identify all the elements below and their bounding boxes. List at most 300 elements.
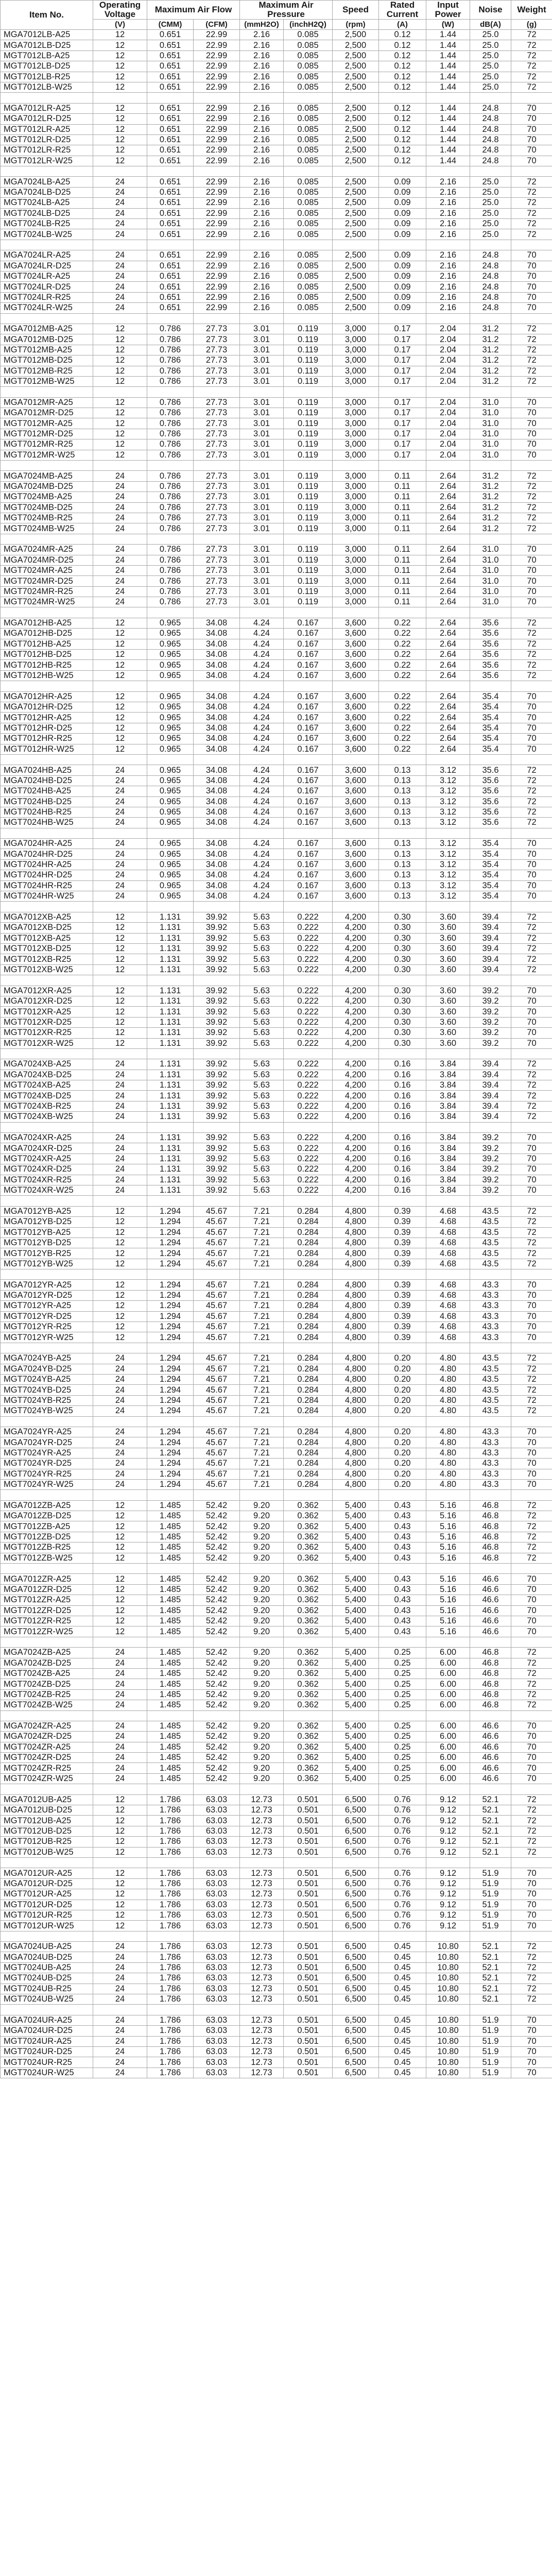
weight-cell: 70 (511, 450, 552, 460)
voltage-cell: 12 (93, 650, 147, 660)
model-prefix: MGT (4, 1164, 23, 1174)
table-row (1, 1900, 552, 1910)
model-code: 7024HB (23, 775, 54, 785)
speed-cell: 6,500 (333, 1962, 379, 1973)
cfm-cell: 22.99 (194, 72, 240, 82)
power-cell: 2.64 (426, 513, 470, 523)
noise-cell: 51.9 (470, 2047, 511, 2057)
cfm-cell: 63.03 (194, 1868, 240, 1878)
empty-cell (93, 461, 147, 471)
current-cell: 0.22 (379, 660, 426, 670)
weight-cell: 70 (511, 1574, 552, 1584)
model-cell (1, 1700, 93, 1710)
model-code: 7012YB (23, 1206, 54, 1216)
model-code: 7024UR (22, 2067, 54, 2077)
model-cell (1, 1984, 93, 1994)
model-code: 7024UR (22, 2057, 54, 2067)
model-cell (1, 408, 93, 418)
model-cell (1, 1448, 93, 1458)
model-suffix: -D25 (54, 1805, 72, 1815)
table-row (1, 355, 552, 366)
model-code: 7024HR (22, 870, 54, 880)
inchh2o-cell: 0.085 (284, 103, 333, 113)
current-cell: 0.45 (379, 1952, 426, 1962)
speed-cell: 2,500 (333, 187, 379, 197)
speed-cell: 6,500 (333, 1794, 379, 1805)
voltage-cell: 12 (93, 1322, 147, 1332)
empty-cell (1, 1122, 93, 1132)
noise-cell: 51.9 (470, 2057, 511, 2067)
cmm-cell: 1.786 (147, 2036, 194, 2046)
cmm-cell: 0.786 (147, 439, 194, 450)
model-prefix: MGA (4, 1658, 23, 1668)
voltage-cell: 12 (93, 1826, 147, 1836)
weight-cell: 72 (511, 923, 552, 933)
noise-cell: 24.8 (470, 156, 511, 166)
cmm-cell: 1.786 (147, 1921, 194, 1931)
empty-cell (470, 607, 511, 618)
power-cell: 2.64 (426, 523, 470, 534)
cfm-cell: 27.73 (194, 450, 240, 460)
empty-cell (470, 313, 511, 324)
model-cell (1, 492, 93, 502)
weight-cell: 70 (511, 586, 552, 597)
inchh2o-cell: 0.362 (284, 1648, 333, 1658)
model-cell (1, 1375, 93, 1385)
inchh2o-cell: 0.362 (284, 1584, 333, 1595)
speed-cell: 3,000 (333, 418, 379, 429)
cmm-cell: 1.786 (147, 1942, 194, 1952)
model-prefix: MGT (4, 1910, 23, 1920)
empty-cell (426, 313, 470, 324)
weight-cell: 72 (511, 807, 552, 817)
model-prefix: MGA (4, 1721, 23, 1731)
inchh2o-cell: 0.119 (284, 565, 333, 575)
power-cell: 4.80 (426, 1406, 470, 1416)
power-cell: 6.00 (426, 1648, 470, 1658)
current-cell: 0.17 (379, 355, 426, 366)
speed-cell: 2,500 (333, 282, 379, 292)
table-row (1, 282, 552, 292)
model-prefix: MGT (4, 1038, 23, 1048)
empty-cell (1, 828, 93, 838)
speed-cell: 6,500 (333, 1984, 379, 1994)
table-row (1, 954, 552, 964)
current-cell: 0.30 (379, 923, 426, 933)
cfm-cell: 39.92 (194, 1112, 240, 1122)
table-row (1, 734, 552, 744)
model-cell (1, 2057, 93, 2067)
model-suffix: -A25 (54, 1280, 72, 1290)
speed-cell: 3,600 (333, 859, 379, 870)
noise-cell: 39.2 (470, 986, 511, 996)
cfm-cell: 39.92 (194, 943, 240, 954)
cmm-cell: 1.294 (147, 1322, 194, 1332)
model-prefix: MGA (4, 40, 23, 50)
noise-cell: 35.4 (470, 723, 511, 733)
current-cell: 0.17 (379, 366, 426, 376)
inchh2o-cell: 0.501 (284, 2067, 333, 2078)
empty-cell (333, 1343, 379, 1353)
cfm-cell: 52.42 (194, 1679, 240, 1689)
model-cell (1, 597, 93, 607)
model-code: 7012UB (22, 1826, 54, 1836)
noise-cell: 35.4 (470, 849, 511, 859)
weight-cell: 70 (511, 282, 552, 292)
empty-cell (240, 1122, 284, 1132)
weight-cell: 72 (511, 1385, 552, 1395)
model-cell (1, 1227, 93, 1238)
empty-cell (511, 1784, 552, 1794)
model-prefix: MGT (4, 198, 23, 208)
noise-cell: 31.2 (470, 492, 511, 502)
model-code: 7024HB (22, 796, 54, 806)
speed-cell: 3,600 (333, 818, 379, 828)
table-row (1, 1826, 552, 1836)
speed-cell: 3,600 (333, 786, 379, 796)
table-row (1, 597, 552, 607)
weight-cell: 70 (511, 2026, 552, 2036)
cmm-cell: 0.786 (147, 576, 194, 586)
model-prefix: MGA (4, 1291, 23, 1300)
model-prefix: MGA (4, 986, 23, 995)
speed-cell: 2,500 (333, 303, 379, 313)
model-suffix: -A25 (54, 2015, 72, 2025)
inchh2o-cell: 0.119 (284, 576, 333, 586)
mmh2o-cell: 2.16 (240, 72, 284, 82)
power-cell: 3.60 (426, 933, 470, 943)
model-cell (1, 723, 93, 733)
unit-rpm: (rpm) (333, 20, 379, 30)
speed-cell: 4,200 (333, 1112, 379, 1122)
power-cell: 2.16 (426, 187, 470, 197)
power-cell: 4.80 (426, 1427, 470, 1437)
inchh2o-cell: 0.222 (284, 912, 333, 922)
group-separator (1, 1416, 552, 1427)
model-suffix: -R25 (53, 1101, 72, 1111)
table-row (1, 912, 552, 922)
mmh2o-cell: 5.63 (240, 1112, 284, 1122)
voltage-cell: 24 (93, 576, 147, 586)
model-cell (1, 1962, 93, 1973)
model-suffix: -W25 (54, 377, 75, 386)
model-suffix: -D25 (51, 61, 71, 71)
weight-cell: 72 (511, 345, 552, 355)
weight-cell: 72 (511, 1553, 552, 1563)
current-cell: 0.76 (379, 1837, 426, 1847)
noise-cell: 51.9 (470, 2036, 511, 2046)
inchh2o-cell: 0.501 (284, 2026, 333, 2036)
empty-cell (379, 975, 426, 986)
speed-cell: 6,500 (333, 1805, 379, 1816)
cfm-cell: 34.08 (194, 629, 240, 639)
cmm-cell: 0.786 (147, 429, 194, 439)
empty-cell (470, 1196, 511, 1206)
model-cell (1, 1521, 93, 1532)
weight-cell: 72 (511, 775, 552, 786)
weight-cell: 72 (511, 355, 552, 366)
table-row (1, 1648, 552, 1658)
table-row (1, 1238, 552, 1248)
noise-cell: 25.0 (470, 61, 511, 72)
inchh2o-cell: 0.222 (284, 986, 333, 996)
table-row (1, 1668, 552, 1679)
table-row (1, 1437, 552, 1448)
model-code: 7024YB (22, 1385, 53, 1395)
cmm-cell: 1.786 (147, 1826, 194, 1836)
speed-cell: 6,500 (333, 2067, 379, 2078)
cmm-cell: 1.131 (147, 1070, 194, 1080)
noise-cell: 46.8 (470, 1532, 511, 1542)
weight-cell: 70 (511, 2015, 552, 2025)
cfm-cell: 34.08 (194, 775, 240, 786)
cmm-cell: 1.485 (147, 1742, 194, 1752)
model-suffix: -W25 (53, 1038, 74, 1048)
model-code: 7024LB (23, 177, 53, 187)
cmm-cell: 1.131 (147, 923, 194, 933)
weight-cell: 72 (511, 670, 552, 681)
cfm-cell: 39.92 (194, 964, 240, 975)
model-suffix: -R25 (53, 1616, 72, 1626)
model-cell (1, 586, 93, 597)
model-suffix: -R25 (53, 807, 72, 817)
speed-cell: 4,800 (333, 1322, 379, 1332)
model-suffix: -A25 (53, 103, 71, 113)
inchh2o-cell: 0.284 (284, 1448, 333, 1458)
model-code: 7024MR (23, 555, 55, 565)
speed-cell: 4,800 (333, 1459, 379, 1469)
empty-cell (470, 754, 511, 765)
speed-cell: 2,500 (333, 177, 379, 187)
model-prefix: MGT (4, 944, 23, 954)
inchh2o-cell: 0.167 (284, 670, 333, 681)
cfm-cell: 45.67 (194, 1311, 240, 1321)
noise-cell: 25.0 (470, 229, 511, 240)
cfm-cell: 63.03 (194, 1910, 240, 1920)
mmh2o-cell: 9.20 (240, 1689, 284, 1700)
cfm-cell: 34.08 (194, 880, 240, 891)
model-prefix: MGT (4, 1459, 23, 1468)
power-cell: 3.12 (426, 807, 470, 817)
inchh2o-cell: 0.284 (284, 1375, 333, 1385)
noise-cell: 39.2 (470, 1164, 511, 1175)
noise-cell: 46.6 (470, 1753, 511, 1763)
empty-cell (426, 681, 470, 691)
empty-cell (426, 902, 470, 912)
model-code: 7024ZR (22, 1753, 53, 1762)
model-cell (1, 261, 93, 271)
speed-cell: 3,000 (333, 439, 379, 450)
empty-cell (93, 2005, 147, 2015)
model-prefix: MGA (4, 250, 23, 260)
current-cell: 0.11 (379, 523, 426, 534)
current-cell: 0.12 (379, 40, 426, 50)
empty-cell (426, 1857, 470, 1868)
noise-cell: 46.8 (470, 1648, 511, 1658)
mmh2o-cell: 3.01 (240, 408, 284, 418)
inchh2o-cell: 0.167 (284, 870, 333, 880)
current-cell: 0.12 (379, 61, 426, 72)
table-row (1, 565, 552, 575)
model-prefix: MGT (4, 1847, 23, 1857)
table-row (1, 1206, 552, 1216)
cfm-cell: 39.92 (194, 996, 240, 1006)
current-cell: 0.12 (379, 82, 426, 92)
model-cell (1, 1668, 93, 1679)
speed-cell: 2,500 (333, 30, 379, 40)
weight-cell: 72 (511, 1238, 552, 1248)
power-cell: 4.80 (426, 1385, 470, 1395)
current-cell: 0.22 (379, 691, 426, 702)
power-cell: 2.04 (426, 439, 470, 450)
model-code: 7024YB (22, 1395, 53, 1405)
power-cell: 3.60 (426, 912, 470, 922)
empty-cell (333, 1048, 379, 1059)
noise-cell: 43.5 (470, 1353, 511, 1364)
power-cell: 3.12 (426, 859, 470, 870)
model-prefix: MGA (4, 1070, 23, 1079)
model-code: 7024LB (23, 188, 53, 197)
model-suffix: -D25 (53, 1585, 72, 1594)
inchh2o-cell: 0.222 (284, 1059, 333, 1070)
model-code: 7024UB (22, 1984, 54, 1993)
inchh2o-cell: 0.222 (284, 1185, 333, 1195)
model-cell (1, 1322, 93, 1332)
inchh2o-cell: 0.501 (284, 1868, 333, 1878)
model-suffix: -D25 (53, 1826, 72, 1836)
speed-cell: 6,500 (333, 1847, 379, 1857)
noise-cell: 43.3 (470, 1322, 511, 1332)
table-row (1, 345, 552, 355)
table-row (1, 1868, 552, 1878)
mmh2o-cell: 12.73 (240, 1878, 284, 1889)
weight-cell: 72 (511, 30, 552, 40)
voltage-cell: 12 (93, 1206, 147, 1216)
group-separator (1, 93, 552, 103)
table-row (1, 1406, 552, 1416)
table-row (1, 1574, 552, 1584)
table-row (1, 1469, 552, 1479)
voltage-cell: 12 (93, 629, 147, 639)
empty-cell (284, 681, 333, 691)
weight-cell: 72 (511, 1521, 552, 1532)
speed-cell: 5,400 (333, 1511, 379, 1521)
cfm-cell: 27.73 (194, 481, 240, 492)
speed-cell: 3,600 (333, 629, 379, 639)
mmh2o-cell: 5.63 (240, 1101, 284, 1111)
model-code: 7024LB (22, 198, 52, 208)
voltage-cell: 12 (93, 1500, 147, 1511)
power-cell: 2.64 (426, 650, 470, 660)
voltage-cell: 24 (93, 1091, 147, 1101)
empty-cell (470, 1637, 511, 1647)
noise-cell: 46.6 (470, 1626, 511, 1637)
cfm-cell: 22.99 (194, 114, 240, 124)
current-cell: 0.20 (379, 1375, 426, 1385)
current-cell: 0.25 (379, 1648, 426, 1658)
weight-cell: 72 (511, 523, 552, 534)
cmm-cell: 1.485 (147, 1500, 194, 1511)
model-prefix: MGA (4, 1206, 23, 1216)
empty-cell (426, 1637, 470, 1647)
empty-cell (147, 240, 194, 250)
empty-cell (194, 1637, 240, 1647)
mmh2o-cell: 2.16 (240, 156, 284, 166)
model-cell (1, 1427, 93, 1437)
inchh2o-cell: 0.085 (284, 145, 333, 156)
weight-cell: 72 (511, 50, 552, 61)
weight-cell: 72 (511, 208, 552, 218)
model-prefix: MGT (4, 639, 23, 649)
current-cell: 0.43 (379, 1532, 426, 1542)
model-prefix: MGT (4, 1480, 23, 1489)
model-code: 7024UB (22, 1963, 54, 1973)
power-cell: 2.16 (426, 261, 470, 271)
inchh2o-cell: 0.284 (284, 1322, 333, 1332)
empty-cell (511, 1048, 552, 1059)
cfm-cell: 45.67 (194, 1322, 240, 1332)
weight-cell: 72 (511, 502, 552, 513)
noise-cell: 43.5 (470, 1406, 511, 1416)
model-cell (1, 50, 93, 61)
empty-cell (147, 534, 194, 544)
voltage-cell: 12 (93, 334, 147, 345)
table-row (1, 1658, 552, 1668)
mmh2o-cell: 12.73 (240, 2015, 284, 2025)
current-cell: 0.30 (379, 912, 426, 922)
speed-cell: 5,400 (333, 1595, 379, 1605)
mmh2o-cell: 3.01 (240, 492, 284, 502)
current-cell: 0.09 (379, 208, 426, 218)
inchh2o-cell: 0.167 (284, 818, 333, 828)
empty-cell (93, 1196, 147, 1206)
model-suffix: -A25 (54, 1942, 72, 1952)
speed-cell: 3,600 (333, 775, 379, 786)
cmm-cell: 0.786 (147, 376, 194, 386)
inchh2o-cell: 0.222 (284, 1143, 333, 1154)
model-code: 7012ZR (22, 1626, 53, 1636)
table-row (1, 1112, 552, 1122)
model-prefix: MGT (4, 1626, 23, 1636)
model-cell (1, 1742, 93, 1752)
inchh2o-cell: 0.119 (284, 481, 333, 492)
cfm-cell: 34.08 (194, 807, 240, 817)
model-cell (1, 513, 93, 523)
noise-cell: 31.0 (470, 408, 511, 418)
mmh2o-cell: 4.24 (240, 650, 284, 660)
model-suffix: -R25 (53, 1248, 72, 1258)
speed-cell: 2,500 (333, 271, 379, 281)
cfm-cell: 27.73 (194, 576, 240, 586)
power-cell: 5.16 (426, 1605, 470, 1616)
model-cell (1, 765, 93, 775)
model-cell (1, 355, 93, 366)
cmm-cell: 0.965 (147, 639, 194, 649)
power-cell: 5.16 (426, 1584, 470, 1595)
voltage-cell: 12 (93, 1511, 147, 1521)
noise-cell: 43.5 (470, 1385, 511, 1395)
power-cell: 1.44 (426, 82, 470, 92)
speed-cell: 6,500 (333, 2026, 379, 2036)
model-cell (1, 565, 93, 575)
current-cell: 0.16 (379, 1112, 426, 1122)
noise-cell: 43.3 (470, 1280, 511, 1290)
noise-cell: 31.0 (470, 439, 511, 450)
speed-cell: 3,600 (333, 807, 379, 817)
model-cell (1, 1059, 93, 1070)
cfm-cell: 39.92 (194, 912, 240, 922)
current-cell: 0.22 (379, 713, 426, 723)
